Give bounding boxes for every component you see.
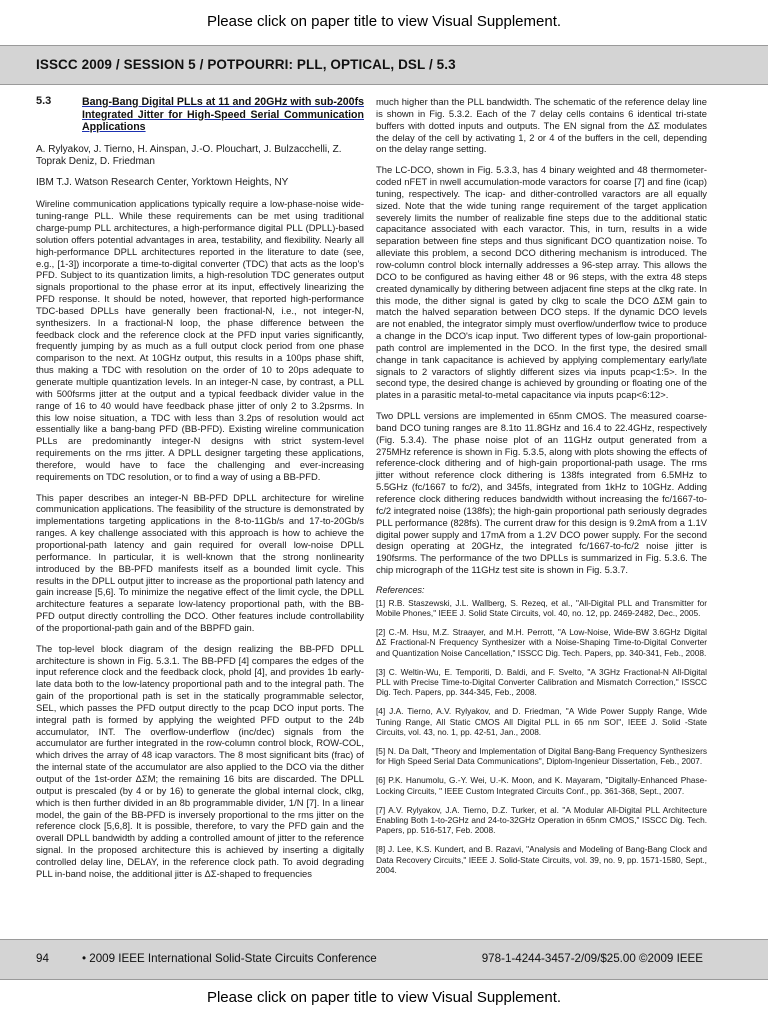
reference-item: [8] J. Lee, K.S. Kundert, and B. Razavi, "Analysis and Modeling of Bang-Bang Clock and Data Recovery Circuits," IEEE J. Solid-State Circuits, vol. 39, no. 9, pp. 1571-1580, Sept., 2004. [376,844,707,875]
section-number: 5.3 [36,95,52,107]
body-paragraph: much higher than the PLL bandwidth. The schematic of the reference delay line is shown in Fig. 5.3.2. Each of the 7 delay cells contains 6 identical tri-state buffers with dotted inputs and outputs. The EN signal from the ΔΣ modulates the delay of the cell by activating 1, 2 or 4 of the buffers in the cell, depending on the delay range setting. [376,96,707,155]
body-paragraph: Wireline communication applications typically require a low-phase-noise wide-tuning-range PLL. While these requirements can be met using traditional charge-pump PLL architectures, a high-performance digital PLL (DPLL)-based solution offers potential advantages in area, testability, and flexibility. Nearly all high-performance DPLL architectures reported in the literature to date (see, e.g., [1-3]) incorporate a time-to-digital converter (TDC) that acts as the loop's PFD. Subject to its quantization limits, a high-resolution TDC generates output signals proportional to the phase error at its input, effectively linearizing the PFD response. It should be noted, however, that reported high-performance TDC-based DPLLs have generally been fractional-N, i.e., not integer-N, synthesizers. In a fractional-N loop, the phase difference between the feedback clock and the reference clock at the PFD input varies significantly, frequently jumping by as much as a full output clock period from one phase comparison to the next. At 10GHz output, this results in a 100ps phase shift, thus making a TDC with resolution on the order of 10 to 20ps adequate to generate multiple quantization levels. In an integer-N case, by contrast, a PLL with 500fsrms jitter at the output and a typical feedback divider value in the range of 16 to 40 would have feedback phase jitter of only 2 to 3.2psrms. In this low noise situation, a TDC with less than 3.2ps of resolution would act essentially like a bang-bang PFD (BB-PFD). Existing wireline communication PLLs are predominantly integer-N designs with strict system-level requirements on the rms jitter. A DPLL designer targeting these applications, therefore, would have to face the challenging and ever-increasing requirements on TDC resolution, or to find a way of using a BB-PFD. [36,198,364,482]
reference-item: [4] J.A. Tierno, A.V. Rylyakov, and D. Friedman, "A Wide Power Supply Range, Wide Tuning Range, All Static CMOS All Digital PLL in 65 nm SOI", IEEE J. Solid -State Circuits, vol. 43, no. 1, pp. 42-51, Jan., 2008. [376,706,707,737]
reference-item: [3] C. Weltin-Wu, E. Temporiti, D. Baldi, and F. Svelto, "A 3GHz Fractional-N All-Digital PLL with Precise Time-to-Digital Converter Calibration and Mismatch Correction," ISSCC Dig. Tech. Papers, pp. 344-345, Feb., 2008. [376,666,707,698]
page-number: 94 [36,952,49,965]
conference-name: • 2009 IEEE International Solid-State Circuits Conference [82,952,377,965]
visual-supplement-notice-top: Please click on paper title to view Visual Supplement. [206,13,562,30]
author-list: A. Rylyakov, J. Tierno, H. Ainspan, J.-O. Plouchart, J. Bulzacchelli, Z. Toprak Deniz, D. Friedman [36,143,342,167]
reference-item: [2] C.-M. Hsu, M.Z. Straayer, and M.H. Perrott, "A Low-Noise, Wide-BW 3.6GHz Digital ΔΣ Fractional-N Frequency Synthesizer with a Noise-Shaping Time-to-Digital Converter and Quantization Noise Cancellation," ISSCC Dig. Tech. Papers, pp. 340-341, Feb., 2008. [376,627,707,658]
body-paragraph: Two DPLL versions are implemented in 65nm CMOS. The measured coarse-band DCO tuning ranges are 8.1to 11.8GHz and 16.4 to 22.4GHz, respectively (Fig. 5.3.4). The phase noise plot of an 11GHz output generated from a 275MHz reference is shown in Fig. 5.3.5, along with plots showing the effects of reference-clock dithering and of high-gain proportional-path usage. The rms jitter without reference clock dithering is 138fs integrated from 6.5MHz to 5.5GHz (fc/1667 to fc/2), and 345fs, integrated from 1kHz to 10GHz. Adding reference clock dithering reduces bandwidth without increasing the fc/1667-to-fc/2 integrated noise (138fs); the high-gain proportional path seriously degrades PLL performance (828fs). The current draw for this design is 9.2mA from a 1.1V digital power supply and 17mA from a 1.2V DCO power supply. For the second design operating at 20GHz, the integrated fc/1667-to-fc/2 noise jitter is 190fsrms. The performance of the two DPLLs is summarized in Fig. 5.3.6. The chip micrograph of the 11GHz test site is shown in Fig. 5.3.7. [376,410,707,576]
reference-item: [1] R.B. Staszewski, J.L. Wallberg, S. Rezeq, et al., "All-Digital PLL and Transmitter for Mobile Phones," IEEE J. Solid State Circuits, vol. 40, no. 12, pp. 2469-2482, Dec., 2005. [376,597,707,618]
page-footer [0,939,768,980]
left-column [36,96,364,889]
body-paragraph: The top-level block diagram of the design realizing the BB-PFD DPLL architecture is shown in Fig. 5.3.1. The BB-PFD [4] compares the edges of the input reference clock and the feedback clock, phold [4], and provides 1b early-late data both to the low-latency proportional path and to the integral path. The gain of the proportional path is set in the statically programmable selector, SEL, which passes the PFD output directly to the pcap DCO input ports. The integral path is formed by applying the weighted PFD output to the 24b accumulator, INT. The overflow-underflow (inc/dec) signals from the accumulator are further integrated in the row-column control block, ROW-COL, which drives the array of 48 icap varactors. The 8 most significant bits (frac) of the internal state of the accumulator are also applied to the DCO via the dither output of the 1st-order ΔΣM; the remaining 16 bits are discarded. The DPLL output is prescaled (by 4 or by 16) to generate the global internal clock, clkg, which is then further divided in an 8b programmable divider, 1/N [7]. In a linear model, the gain of the BB-PFD is inversely proportional to the rms jitter on the reference clock [5,6,8]. It is possible, therefore, to vary the PFD gain and the overall DPLL bandwidth by adding a controlled amount of jitter to the reference signal. In the proposed architecture this is achieved by inserting a digitally controlled delay line, DELAY, in the reference clock path. To avoid degrading PLL in-band noise, the additional jitter is ΔΣ-shaped to frequencies [36,642,364,879]
affiliation: IBM T.J. Watson Research Center, Yorktown Heights, NY [36,176,289,188]
references-heading: References: [376,584,425,595]
reference-item: [5] N. Da Dalt, "Theory and Implementation of Digital Bang-Bang Frequency Synthesizers for High Speed Serial Data Communications", Diplom-Ingenieur Dissertation, Feb., 2007. [376,745,707,767]
session-header [0,45,768,85]
right-column [376,96,707,884]
reference-item: [7] A.V. Rylyakov, J.A. Tierno, D.Z. Turker, et al. "A Modular All-Digital PLL Architecture Enabling Both 1-to-2GHz and 24-to-32GHz Operation in 65nm CMOS," ISSCC Dig. Tech. Papers, pp. 516-517, Feb. 2008. [376,804,707,836]
body-paragraph: The LC-DCO, shown in Fig. 5.3.3, has 4 binary weighted and 48 thermometer-coded nFET in nwell accumulation-mode varactors for coarse [7] and fine (icap) tuning, respectively. The icap- and dither-controlled varactors are all equally sized. Note that the wide tuning range requirement of the target application severely limits the number of realizable fine steps due to the additional static capacitance associated with each varactor. This, in turn, results in a wide separation between fine steps and thus significant DCO quantization noise. To alleviate this problem, a second DCO dithering mechanism is introduced. The row-column control block internally addresses a 96-step array. This allows the DCO to be configured as having either 48 or 96 steps, with the extra 48 steps created dynamically by dithering between adjacent fine steps at the clkg rate. In this mode, the dither signal is gated by clkg to scale the DCO ΔΣM gain to match the halved separation between DCO steps. If the dynamic DCO levels are not enabled, the integrator simply must overflow/underflow twice to produce a change in the DCO's icap input. Two different types of low-gain proportional-path control are implemented in the DCO. In the first type, the desired small change in tank capacitance is achieved by applying complementary early/late signals to 2 varactors of slightly different sizes via inputs pcap<1:5>. In the second type, the desired change is achieved by grounding or floating one of the plates in a parasitic metal-to-metal capacitance via inputs pcap<6:12>. [376,164,707,401]
body-paragraph: This paper describes an integer-N BB-PFD DPLL architecture for wireline communication applications. The feasibility of the structure is demonstrated by implementations targeting applications in the 8-to-11Gb/s and 17-to-20Gb/s ranges. A key challenge associated with this approach is how to achieve the proportional-path latency and gain required for overall low-noise DPLL performance. In particular, it is well-known that the strong nonlinearity introduced by the BB-PFD manifests itself as a bounded limit cycle. This results in the DPLL output jitter to increase as the proportional path latency and gain increase [5,6]. To minimize the negative effect of the limit cycle, the DPLL architecture features a separate low-latency proportional path, with the BB-PFD output directly controlling the DCO. Other features include controllability of the proportional-path gain and of the BBPFD gain. [36,491,364,633]
session-title: ISSCC 2009 / SESSION 5 / POTPOURRI: PLL, OPTICAL, DSL / 5.3 [36,57,456,72]
reference-item: [6] P.K. Hanumolu, G.-Y. Wei, U.-K. Moon, and K. Mayaram, "Digitally-Enhanced Phase-Locking Circuits, " IEEE Custom Integrated Circuits Conf., pp. 361-368, Sept., 2007. [376,775,707,796]
title-block [36,96,364,134]
visual-supplement-notice-bottom: Please click on paper title to view Visual Supplement. [206,989,562,1006]
paper-title-link[interactable]: Bang-Bang Digital PLLs at 11 and 20GHz with sub-200fs Integrated Jitter for High-Speed Serial Communication Applications [82,96,364,133]
isbn-copyright: 978-1-4244-3457-2/09/$25.00 ©2009 IEEE [481,952,703,965]
